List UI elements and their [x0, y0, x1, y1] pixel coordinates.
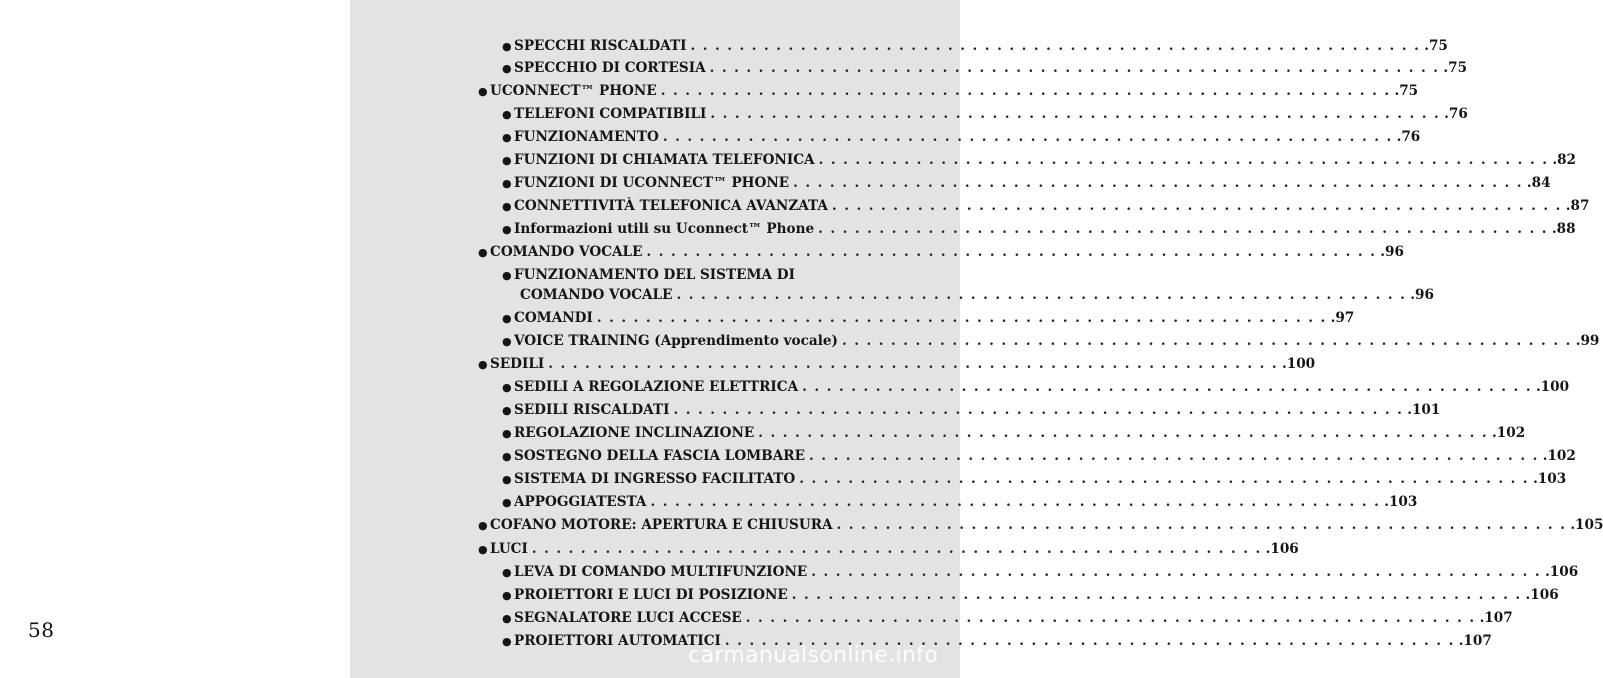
toc-entry-title: COMANDI: [514, 310, 593, 326]
toc-entry-page: .84: [1526, 175, 1551, 191]
toc-entry-connettivita-telefonica[interactable]: [502, 198, 1590, 214]
toc-entry-sedili-riscaldati[interactable]: [502, 402, 1441, 418]
toc-entry-uconnect-phone[interactable]: [478, 83, 1419, 99]
toc-entry-page: .87: [1565, 198, 1590, 214]
toc-entry-title: UCONNECT™ PHONE: [490, 83, 657, 99]
dot-leader: . . . . . . . . . . . . . . . . . . . . . . . . . . . . . . . . . . . . . . . . . . . . . . . . . . . . . . . . . . . .: [660, 83, 1391, 99]
bullet-icon: ●: [502, 473, 512, 486]
toc-entry-title: SEDILI A REGOLAZIONE ELETTRICA: [514, 379, 799, 395]
watermark: carmanualsonline.info: [688, 643, 938, 668]
toc-entry-regolazione-inclinazione[interactable]: [502, 425, 1526, 441]
toc-entry-page: .102: [1492, 425, 1526, 441]
toc-entry-title: CONNETTIVITÀ TELEFONICA AVANZATA: [514, 198, 828, 214]
bullet-icon: ●: [478, 543, 488, 556]
bullet-icon: ●: [502, 269, 512, 282]
toc-entry-comandi[interactable]: [502, 310, 1355, 326]
toc-entry-title: FUNZIONAMENTO DEL SISTEMA DI: [514, 267, 795, 283]
bullet-icon: ●: [502, 335, 512, 348]
bullet-icon: ●: [502, 40, 512, 53]
dot-leader: . . . . . . . . . . . . . . . . . . . . . . . . . . . . . . . . . . . . . . . . . . . . . . . . . . . . . . . . . . . .: [808, 448, 1539, 464]
toc-entry-page: .82: [1552, 152, 1576, 168]
bullet-icon: ●: [502, 223, 512, 236]
toc-entry-funzionamento-sistema[interactable]: [502, 267, 888, 283]
dot-leader: . . . . . . . . . . . . . . . . . . . . . . . . . . . . . . . . . . . . . . . . . . . . . . . . . . . . . . . . . . . .: [596, 310, 1327, 326]
toc-entry-page: .100: [1282, 356, 1316, 372]
toc-entry-title: SEDILI RISCALDATI: [514, 402, 670, 418]
toc-entry-title: SEDILI: [490, 356, 545, 372]
toc-entry-title: PROIETTORI AUTOMATICI: [514, 633, 721, 649]
dot-leader: . . . . . . . . . . . . . . . . . . . . . . . . . . . . . . . . . . . . . . . . . . . . . . . . . . . . . . . . . . . .: [676, 287, 1407, 303]
toc-entry-page: .102: [1542, 448, 1576, 464]
toc-entry-appoggiatesta[interactable]: [502, 494, 1418, 510]
toc-entry-leva-comando-multifunzione[interactable]: [502, 564, 1579, 580]
bullet-icon: ●: [502, 177, 512, 190]
toc-entry-funzionamento[interactable]: [502, 129, 1421, 145]
toc-entry-title: REGOLAZIONE INCLINAZIONE: [514, 425, 755, 441]
toc-entry-page: .76: [1396, 129, 1421, 145]
toc-entry-sostegno-fascia-lombare[interactable]: [502, 448, 1576, 464]
toc-entry-title: SEGNALATORE LUCI ACCESE: [514, 610, 742, 626]
toc-entry-page: .107: [1458, 633, 1492, 649]
toc-entry-funzioni-di-chiamata[interactable]: [502, 152, 1576, 168]
bullet-icon: ●: [502, 312, 512, 325]
toc-entry-page: .88: [1551, 221, 1576, 237]
bullet-icon: ●: [478, 519, 488, 532]
bullet-icon: ●: [478, 246, 488, 259]
dot-leader: . . . . . . . . . . . . . . . . . . . . . . . . . . . . . . . . . . . . . . . . . . . . . . . . . . . . . . . . . . . .: [710, 106, 1441, 122]
toc-entry-title: FUNZIONI DI CHIAMATA TELEFONICA: [514, 152, 815, 168]
toc-entry-funzionamento-sistema-continuation[interactable]: [520, 287, 1434, 303]
toc-entry-page: .97: [1330, 310, 1355, 326]
toc-entry-page: .75: [1443, 60, 1468, 76]
bullet-icon: ●: [502, 496, 512, 509]
toc-entry-funzioni-uconnect-phone[interactable]: [502, 175, 1551, 191]
toc-entry-page: .96: [1380, 244, 1404, 260]
bullet-icon: ●: [478, 358, 488, 371]
toc-entry-proiettori-luci-posizione[interactable]: [502, 587, 1559, 603]
dot-leader: . . . . . . . . . . . . . . . . . . . . . . . . . . . . . . . . . . . . . . . . . . . . . . . . . . . . . . . . . . . .: [799, 471, 1530, 487]
toc-entry-page: .106: [1525, 587, 1559, 603]
toc-entry-page: .106: [1545, 564, 1579, 580]
dot-leader: . . . . . . . . . . . . . . . . . . . . . . . . . . . . . . . . . . . . . . . . . . . . . . . . . . . . . . . . . . . .: [724, 633, 1455, 649]
bullet-icon: ●: [502, 566, 512, 579]
toc-entry-sedili-regolazione-elettrica[interactable]: [502, 379, 1570, 395]
bullet-icon: ●: [478, 85, 488, 98]
bullet-icon: ●: [502, 427, 512, 440]
toc-entry-title: TELEFONI COMPATIBILI: [514, 106, 707, 122]
toc-entry-title: LUCI: [490, 541, 528, 557]
toc-entry-sedili[interactable]: [478, 356, 1316, 372]
toc-entry-title: FUNZIONAMENTO: [514, 129, 659, 145]
dot-leader: . . . . . . . . . . . . . . . . . . . . . . . . . . . . . . . . . . . . . . . . . . . . . . . . . . . . . . . . . . . .: [836, 517, 1567, 533]
bullet-icon: ●: [502, 381, 512, 394]
toc-entry-title: VOICE TRAINING (Apprendimento vocale): [514, 333, 838, 349]
left-page: [0, 0, 350, 678]
toc-entry-page: .75: [1394, 83, 1419, 99]
toc-entry-cofano-motore[interactable]: [478, 517, 1603, 533]
toc-entry-page: .76: [1444, 106, 1468, 122]
dot-leader: . . . . . . . . . . . . . . . . . . . . . . . . . . . . . . . . . . . . . . . . . . . . . . . . . . . . . . . . . . . .: [745, 610, 1476, 626]
toc-entry-title: SPECCHI RISCALDATI: [514, 38, 687, 54]
toc-entry-title: SPECCHIO DI CORTESIA: [514, 60, 706, 76]
toc-entry-title: PROIETTORI E LUCI DI POSIZIONE: [514, 587, 788, 603]
toc-entry-page: .103: [1384, 494, 1418, 510]
toc-entry-page: .99: [1575, 333, 1600, 349]
dot-leader: . . . . . . . . . . . . . . . . . . . . . . . . . . . . . . . . . . . . . . . . . . . . . . . . . . . . . . . . . . . .: [673, 402, 1404, 418]
toc-entry-title: APPOGGIATESTA: [514, 494, 647, 510]
toc-entry-informazioni-utili[interactable]: [502, 221, 1576, 237]
dot-leader: . . . . . . . . . . . . . . . . . . . . . . . . . . . . . . . . . . . . . . . . . . . . . . . . . . . . . . . . . . . .: [662, 129, 1393, 145]
bullet-icon: ●: [502, 589, 512, 602]
dot-leader: . . . . . . . . . . . . . . . . . . . . . . . . . . . . . . . . . . . . . . . . . . . . . . . . . . . . . . . . . . . .: [831, 198, 1562, 214]
toc-entry-luci[interactable]: [478, 541, 1299, 557]
page-number: 58: [28, 618, 55, 642]
dot-leader: . . . . . . . . . . . . . . . . . . . . . . . . . . . . . . . . . . . . . . . . . . . . . . . . . . . . . . . . . . . .: [818, 152, 1549, 168]
dot-leader: . . . . . . . . . . . . . . . . . . . . . . . . . . . . . . . . . . . . . . . . . . . . . . . . . . . . . . . . . . . .: [758, 425, 1489, 441]
toc-entry-page: .105: [1570, 517, 1603, 533]
bullet-icon: ●: [502, 131, 512, 144]
toc-entry-title: COMANDO VOCALE: [490, 244, 643, 260]
dot-leader: . . . . . . . . . . . . . . . . . . . . . . . . . . . . . . . . . . . . . . . . . . . . . . . . . . . . . . . . . . . .: [841, 333, 1572, 349]
toc-entry-page: .75: [1424, 38, 1448, 54]
bullet-icon: ●: [502, 154, 512, 167]
toc-entry-voice-training[interactable]: [502, 333, 1600, 349]
dot-leader: . . . . . . . . . . . . . . . . . . . . . . . . . . . . . . . . . . . . . . . . . . . . . . . . . . . . . . . . . . . .: [791, 587, 1522, 603]
toc-entry-specchi-riscaldati[interactable]: [502, 38, 1448, 54]
dot-leader: . . . . . . . . . . . . . . . . . . . . . . . . . . . . . . . . . . . . . . . . . . . . . . . . . . . . . . . . . . . .: [802, 379, 1532, 395]
table-of-contents: [350, 0, 1603, 678]
toc-entry-title: LEVA DI COMANDO MULTIFUNZIONE: [514, 564, 808, 580]
toc-entry-sistema-ingresso-facilitato[interactable]: [502, 471, 1567, 487]
toc-entry-title: COFANO MOTORE: APERTURA E CHIUSURA: [490, 517, 833, 533]
dot-leader: . . . . . . . . . . . . . . . . . . . . . . . . . . . . . . . . . . . . . . . . . . . . . . . . . . . . . . . . . . . .: [690, 38, 1421, 54]
toc-entry-comando-vocale[interactable]: [478, 244, 1404, 260]
toc-entry-page: .101: [1407, 402, 1441, 418]
bullet-icon: ●: [502, 62, 512, 75]
toc-entry-segnalatore-luci-accese[interactable]: [502, 610, 1513, 626]
dot-leader: . . . . . . . . . . . . . . . . . . . . . . . . . . . . . . . . . . . . . . . . . . . . . . . . . . . . . . . . . . . .: [531, 541, 1262, 557]
toc-entry-specchio-di-cortesia[interactable]: [502, 60, 1468, 76]
toc-entry-title: SOSTEGNO DELLA FASCIA LOMBARE: [514, 448, 805, 464]
bullet-icon: ●: [502, 635, 512, 648]
bullet-icon: ●: [502, 450, 512, 463]
bullet-icon: ●: [502, 200, 512, 213]
toc-entry-title-continuation: COMANDO VOCALE: [520, 287, 673, 303]
toc-entry-title: Informazioni utili su Uconnect™ Phone: [514, 221, 815, 237]
bullet-icon: ●: [502, 108, 512, 121]
dot-leader: . . . . . . . . . . . . . . . . . . . . . . . . . . . . . . . . . . . . . . . . . . . . . . . . . . . . . . . . . . . .: [650, 494, 1381, 510]
bullet-icon: ●: [502, 612, 512, 625]
dot-leader: . . . . . . . . . . . . . . . . . . . . . . . . . . . . . . . . . . . . . . . . . . . . . . . . . . . . . . . . . . . .: [646, 244, 1377, 260]
right-page: [350, 0, 1603, 678]
toc-entry-page: .107: [1479, 610, 1513, 626]
toc-entry-telefoni-compatibili[interactable]: [502, 106, 1468, 122]
toc-entry-page: .106: [1265, 541, 1299, 557]
dot-leader: . . . . . . . . . . . . . . . . . . . . . . . . . . . . . . . . . . . . . . . . . . . . . . . . . . . . . . . . . . . .: [793, 175, 1523, 191]
dot-leader: . . . . . . . . . . . . . . . . . . . . . . . . . . . . . . . . . . . . . . . . . . . . . . . . . . . . . . . . . . . .: [709, 60, 1440, 76]
dot-leader: . . . . . . . . . . . . . . . . . . . . . . . . . . . . . . . . . . . . . . . . . . . . . . . . . . . . . . . . . . . .: [811, 564, 1542, 580]
toc-entry-title: FUNZIONI DI UCONNECT™ PHONE: [514, 175, 790, 191]
dot-leader: . . . . . . . . . . . . . . . . . . . . . . . . . . . . . . . . . . . . . . . . . . . . . . . . . . . . . . . . . . . .: [818, 221, 1548, 237]
bullet-icon: ●: [502, 404, 512, 417]
toc-entry-page: .96: [1410, 287, 1434, 303]
dot-leader: . . . . . . . . . . . . . . . . . . . . . . . . . . . . . . . . . . . . . . . . . . . . . . . . . . . . . . . . . . . .: [548, 356, 1279, 372]
toc-entry-page: .100: [1535, 379, 1570, 395]
toc-entry-title: SISTEMA DI INGRESSO FACILITATO: [514, 471, 796, 487]
toc-entry-page: .103: [1533, 471, 1567, 487]
